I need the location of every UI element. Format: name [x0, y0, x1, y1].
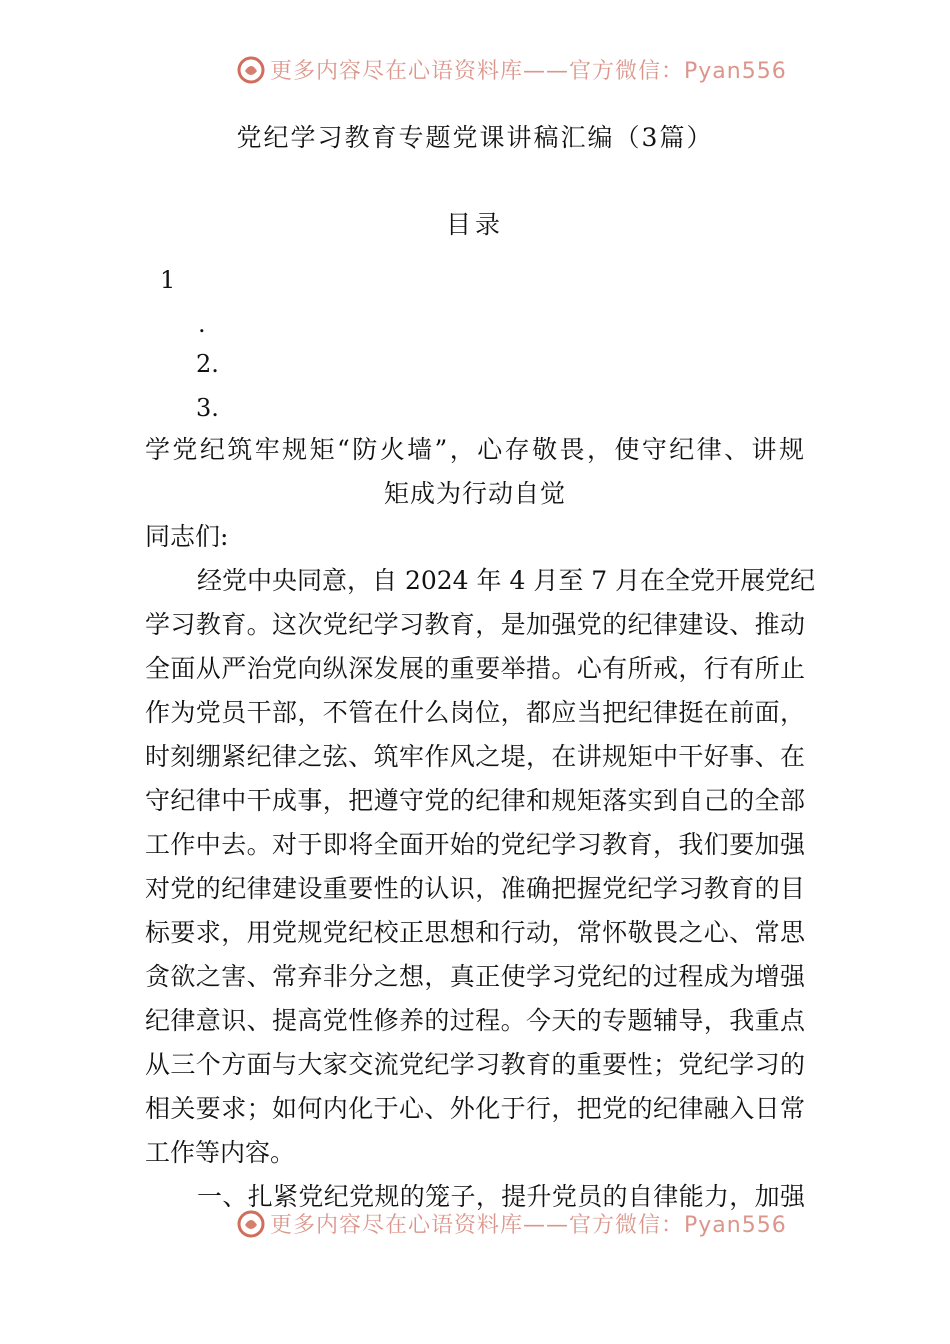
paragraph-line: 工作等内容。 — [145, 1138, 296, 1167]
paragraph-2-line-1: 一、扎紧党纪党规的笼子，提升党员的自律能力，加强 — [197, 1182, 805, 1211]
watermark-text: 更多内容尽在心语资料库——官方微信：Pyan556 — [270, 59, 787, 84]
section-title-line-2: 矩成为行动自觉 — [383, 479, 566, 508]
watermark-top — [0, 54, 950, 88]
watermark-logo-icon — [236, 55, 266, 85]
salutation: 同志们: — [145, 522, 229, 551]
paragraph-line: 对党的纪律建设重要性的认识，准确把握党纪学习教育的目 — [145, 874, 805, 903]
paragraph-line: 纪律意识、提高党性修养的过程。今天的专题辅导，我重点 — [145, 1006, 805, 1035]
paragraph-line: 经党中央同意，自 2024 年 4 月至 7 月在全党开展党纪 — [197, 566, 816, 595]
toc-item-1: 1 — [160, 266, 176, 294]
paragraph-line: 学习教育。这次党纪学习教育，是加强党的纪律建设、推动 — [145, 610, 805, 639]
paragraph-line: 工作中去。对于即将全面开始的党纪学习教育，我们要加强 — [145, 830, 805, 859]
toc-item-dot: . — [198, 310, 206, 338]
paragraph-line: 标要求，用党规党纪校正思想和行动，常怀敬畏之心、常思 — [145, 918, 805, 947]
toc-item-2: 2. — [196, 350, 219, 378]
paragraph-line: 相关要求；如何内化于心、外化于行，把党的纪律融入日常 — [145, 1094, 805, 1123]
watermark-logo-icon — [236, 1209, 266, 1239]
watermark-text: 更多内容尽在心语资料库——官方微信：Pyan556 — [270, 1213, 787, 1238]
paragraph-line: 守纪律中干成事，把遵守党的纪律和规矩落实到自己的全部 — [145, 786, 805, 815]
paragraph-line: 时刻绷紧纪律之弦、筑牢作风之堤，在讲规矩中干好事、在 — [145, 742, 805, 771]
paragraph-line: 贪欲之害、常弃非分之想，真正使学习党纪的过程成为增强 — [145, 962, 805, 991]
toc-item-3: 3. — [196, 394, 219, 422]
paragraph-line: 从三个方面与大家交流党纪学习教育的重要性；党纪学习的 — [145, 1050, 805, 1079]
paragraph-line: 全面从严治党向纵深发展的重要举措。心有所戒，行有所止 — [145, 654, 805, 683]
toc-heading: 目录 — [445, 210, 504, 239]
document-title: 党纪学习教育专题党课讲稿汇编（3篇） — [236, 123, 714, 152]
watermark-bottom — [0, 1208, 950, 1242]
section-title-line-1: 学党纪筑牢规矩“防火墙”，心存敬畏，使守纪律、讲规 — [145, 435, 805, 464]
paragraph-line: 作为党员干部，不管在什么岗位，都应当把纪律挺在前面， — [145, 698, 805, 727]
